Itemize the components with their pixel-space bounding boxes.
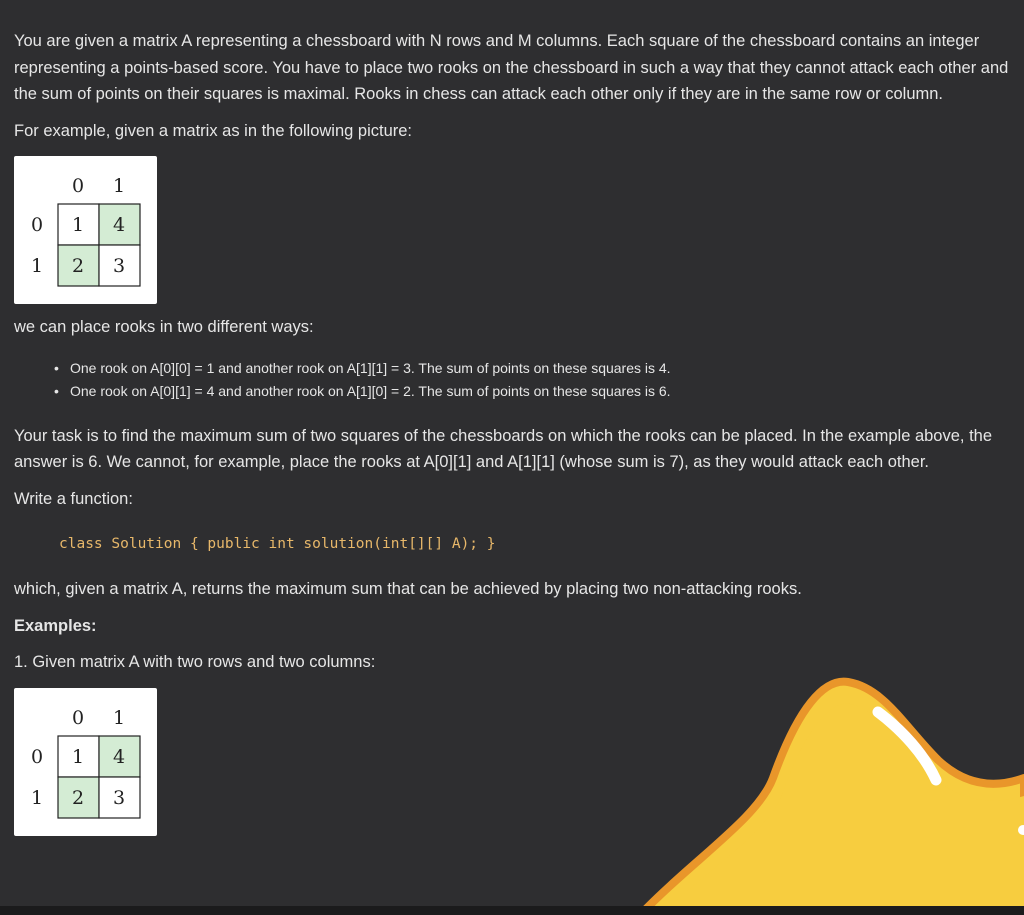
task-paragraph: Your task is to find the maximum sum of two squares of the chessboards on which the rooks can be placed. In the example above, the answer is 6. We cannot, for example, place the rooks at A[0][1] and A[1][1] (whose sum is 7), as they would attack each other. [14, 426, 993, 471]
star-sticker-icon [640, 668, 1024, 915]
cell-value: 2 [71, 786, 85, 809]
row-header: 1 [30, 786, 44, 809]
row-header: 0 [30, 214, 44, 236]
cell-value: 4 [112, 745, 126, 768]
cell-value: 1 [71, 214, 85, 236]
matrix-figure-1 [14, 156, 157, 304]
list-item: • One rook on A[0][1] = 4 and another rook on A[1][0] = 2. The sum of points on these squares is 6. [70, 380, 1014, 403]
bottom-bar [0, 906, 1024, 915]
matrix-figure-2 [14, 688, 157, 836]
ways-list [14, 357, 1014, 403]
examples-heading: Examples: [14, 616, 97, 635]
example-1-label: 1. Given matrix A with two rows and two columns: [14, 653, 376, 671]
col-header: 1 [112, 175, 126, 197]
col-header: 0 [71, 706, 85, 729]
write-function-label: Write a function: [14, 489, 133, 508]
row-header: 1 [30, 255, 44, 277]
cell-value: 3 [112, 786, 126, 809]
cell-value: 1 [71, 745, 85, 768]
col-header: 1 [112, 706, 126, 729]
returns-paragraph: which, given a matrix A, returns the maximum sum that can be achieved by placing two non-attacking rooks. [14, 580, 802, 598]
matrix-grid-2 [14, 688, 157, 836]
cell-value: 4 [112, 214, 126, 236]
row-header: 0 [30, 745, 44, 768]
example-intro: For example, given a matrix as in the following picture: [14, 121, 413, 140]
matrix-grid-1 [14, 156, 157, 304]
ways-intro: we can place rooks in two different ways: [14, 318, 314, 336]
list-item: • One rook on A[0][0] = 1 and another rook on A[1][1] = 3. The sum of points on these squares is 4. [70, 357, 1014, 380]
intro-paragraph: You are given a matrix A representing a chessboard with N rows and M columns. Each square of the chessboard contains an integer representing a points-based score. You have to place two rooks on the chessboard in such a way that they cannot attack each other and the sum of points on their squares is maximal. Rooks in chess can attack each other only if they are in the same row or column. [14, 32, 1009, 103]
cell-value: 2 [71, 255, 85, 277]
function-signature: class Solution { public int solution(int[][] A); } [59, 536, 496, 552]
cell-value: 3 [112, 255, 126, 277]
col-header: 0 [71, 175, 85, 197]
